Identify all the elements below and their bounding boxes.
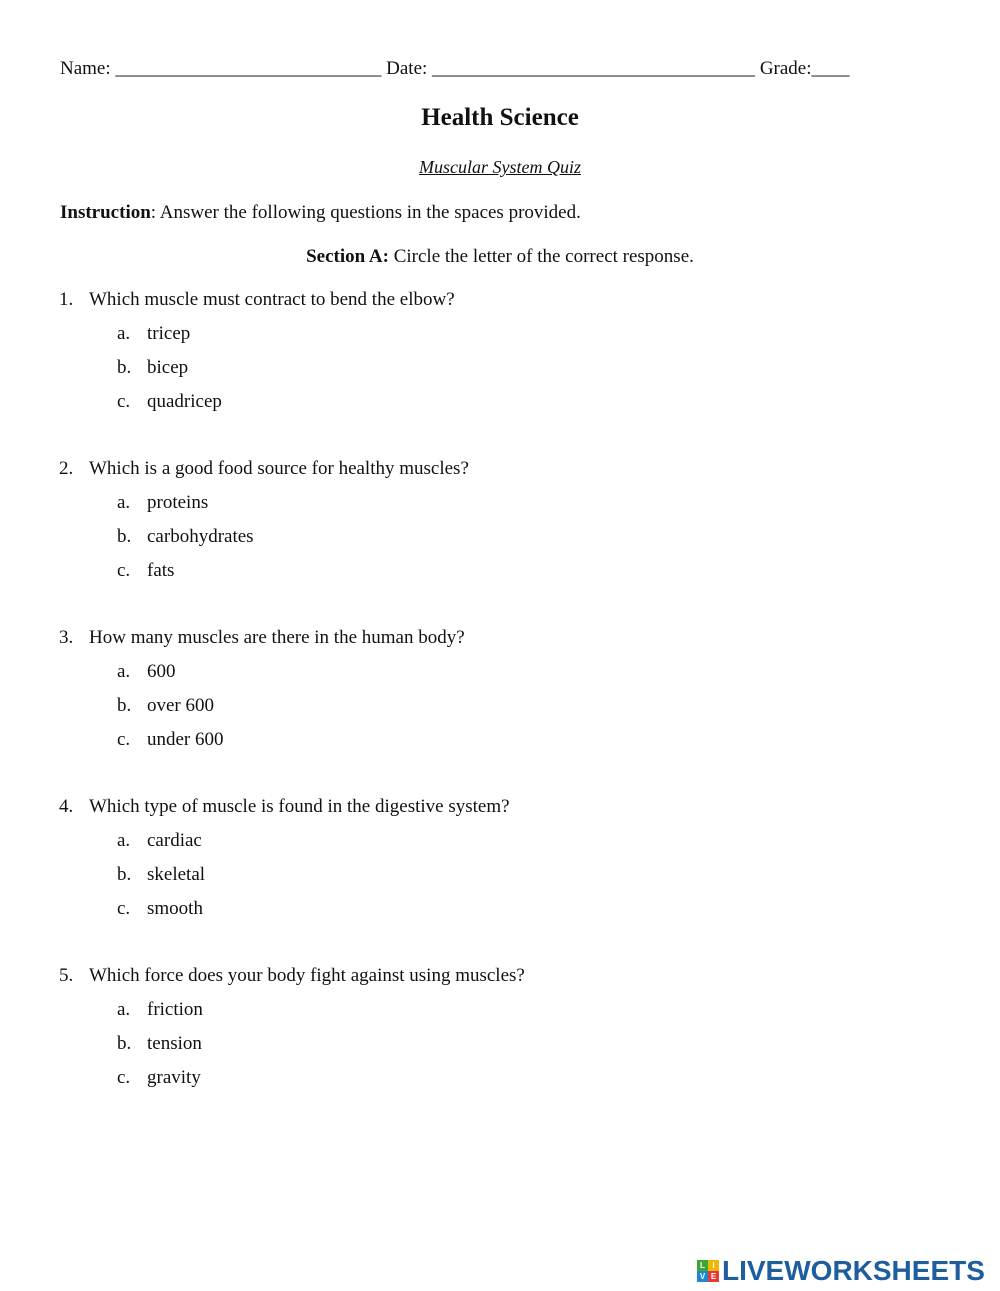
logo-text: LIVEWORKSHEETS bbox=[722, 1255, 985, 1286]
option-letter[interactable]: b. bbox=[117, 864, 132, 885]
option-text: fats bbox=[147, 560, 175, 581]
answer-option[interactable] bbox=[0, 560, 1000, 594]
option-text: bicep bbox=[147, 357, 189, 378]
option-letter[interactable]: a. bbox=[117, 323, 131, 344]
answer-option[interactable] bbox=[0, 898, 1000, 932]
section-heading bbox=[0, 246, 1000, 268]
question-number: 3. bbox=[59, 627, 74, 648]
option-text: cardiac bbox=[147, 830, 202, 851]
logo-mark-e: E bbox=[708, 1271, 719, 1282]
option-letter[interactable]: c. bbox=[117, 560, 131, 581]
option-letter[interactable]: c. bbox=[117, 898, 131, 919]
question-number: 2. bbox=[59, 458, 74, 479]
question-number: 5. bbox=[59, 965, 74, 986]
question-text: Which force does your body fight against using muscles? bbox=[89, 965, 525, 986]
option-letter[interactable]: b. bbox=[117, 1033, 132, 1054]
answer-option[interactable] bbox=[0, 830, 1000, 864]
option-text: friction bbox=[147, 999, 203, 1020]
liveworksheets-logo-icon bbox=[697, 1260, 719, 1282]
question-text: Which is a good food source for healthy muscles? bbox=[89, 458, 469, 479]
option-text: smooth bbox=[147, 898, 203, 919]
answer-option[interactable] bbox=[0, 695, 1000, 729]
date-field-label[interactable]: Date: __________________________________ bbox=[386, 58, 756, 79]
grade-field-label[interactable]: Grade:____ bbox=[759, 58, 850, 79]
question-text: Which type of muscle is found in the digestive system? bbox=[89, 796, 510, 817]
question-number: 1. bbox=[59, 289, 74, 310]
section-label: Section A: bbox=[306, 246, 389, 267]
option-text: skeletal bbox=[147, 864, 206, 885]
question-3 bbox=[0, 627, 1000, 796]
option-letter[interactable]: c. bbox=[117, 729, 131, 750]
student-info-line bbox=[60, 58, 850, 80]
answer-option[interactable] bbox=[0, 526, 1000, 560]
option-text: over 600 bbox=[147, 695, 215, 716]
option-text: gravity bbox=[147, 1067, 201, 1088]
question-list bbox=[0, 289, 1000, 1134]
option-letter[interactable]: b. bbox=[117, 357, 132, 378]
instruction-text: : Answer the following questions in the spaces provided. bbox=[150, 202, 581, 223]
answer-option[interactable] bbox=[0, 661, 1000, 695]
answer-option[interactable] bbox=[0, 357, 1000, 391]
answer-option[interactable] bbox=[0, 1067, 1000, 1101]
answer-option[interactable] bbox=[0, 864, 1000, 898]
question-5 bbox=[0, 965, 1000, 1134]
answer-option[interactable] bbox=[0, 323, 1000, 357]
option-letter[interactable]: a. bbox=[117, 661, 131, 682]
option-text: under 600 bbox=[147, 729, 224, 750]
option-text: 600 bbox=[147, 661, 176, 682]
question-1 bbox=[0, 289, 1000, 458]
question-text: How many muscles are there in the human body? bbox=[89, 627, 465, 648]
option-text: quadricep bbox=[147, 391, 222, 412]
option-letter[interactable]: a. bbox=[117, 999, 131, 1020]
answer-option[interactable] bbox=[0, 492, 1000, 526]
option-text: tension bbox=[147, 1033, 202, 1054]
answer-option[interactable] bbox=[0, 729, 1000, 763]
answer-option[interactable] bbox=[0, 1033, 1000, 1067]
answer-option[interactable] bbox=[0, 999, 1000, 1033]
option-letter[interactable]: a. bbox=[117, 830, 131, 851]
option-letter[interactable]: c. bbox=[117, 1067, 131, 1088]
logo-mark-v: V bbox=[697, 1271, 708, 1282]
name-field-label[interactable]: Name: ____________________________ bbox=[60, 58, 382, 79]
question-4 bbox=[0, 796, 1000, 965]
page-subtitle: Muscular System Quiz bbox=[419, 157, 581, 177]
logo-mark-l: L bbox=[697, 1260, 708, 1271]
option-letter[interactable]: c. bbox=[117, 391, 131, 412]
option-letter[interactable]: b. bbox=[117, 526, 132, 547]
question-number: 4. bbox=[59, 796, 74, 817]
answer-option[interactable] bbox=[0, 391, 1000, 425]
question-text: Which muscle must contract to bend the elbow? bbox=[89, 289, 455, 310]
section-text: Circle the letter of the correct response. bbox=[388, 246, 694, 267]
instruction-line bbox=[60, 202, 581, 224]
instruction-label: Instruction bbox=[60, 202, 151, 223]
option-letter[interactable]: a. bbox=[117, 492, 131, 513]
logo-mark-i: I bbox=[708, 1260, 719, 1271]
option-letter[interactable]: b. bbox=[117, 695, 132, 716]
liveworksheets-logo[interactable] bbox=[697, 1256, 985, 1286]
option-text: carbohydrates bbox=[147, 526, 254, 547]
option-text: tricep bbox=[147, 323, 191, 344]
option-text: proteins bbox=[147, 492, 209, 513]
question-2 bbox=[0, 458, 1000, 627]
page-title: Health Science bbox=[421, 104, 579, 131]
